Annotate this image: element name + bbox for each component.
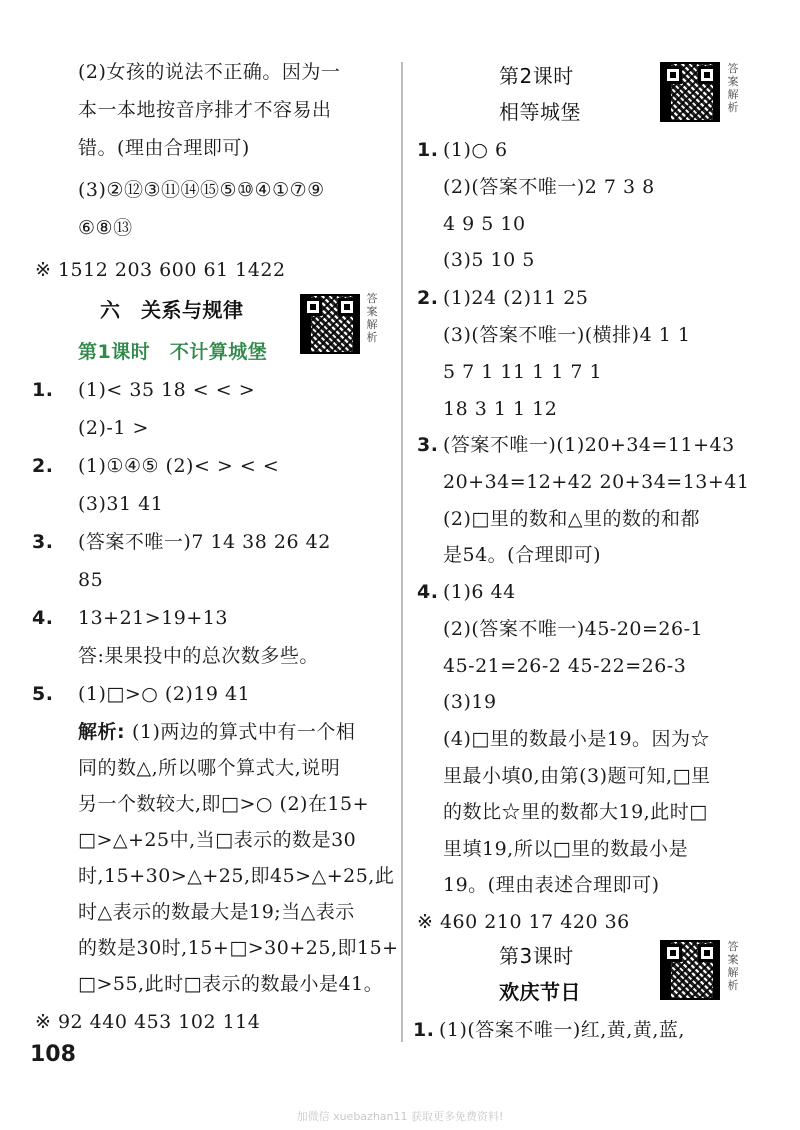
bonus-line: ※ 92 440 453 102 114 [35, 1011, 261, 1033]
lesson-title: 第3课时 [499, 944, 574, 968]
qr-code-icon [660, 940, 720, 1000]
lesson-name: 相等城堡 [499, 100, 581, 124]
answer-line: (3)31 41 [78, 493, 164, 515]
answer-line: (2)□里的数和△里的数的和都 [443, 508, 700, 530]
answer-line: ⑥⑧⑬ [78, 217, 133, 239]
answer-line: (3)5 10 5 [443, 249, 535, 271]
lesson-title: 第1课时 不计算城堡 [78, 341, 268, 363]
answer-line: 18 3 1 1 12 [443, 398, 558, 420]
answer-line: (3)(答案不唯一)(横排)4 1 1 [443, 324, 691, 346]
answer-line: (1)6 44 [443, 581, 516, 603]
answer-line: 20+34=12+42 20+34=13+41 [443, 471, 750, 493]
answer-line: 45-21=26-2 45-22=26-3 [443, 655, 687, 677]
answer-line: (1)< 35 18 < < > [78, 379, 256, 401]
question-number: 1. [417, 139, 439, 161]
analysis-line: 时△表示的数最大是19;当△表示 [78, 901, 355, 923]
answer-line: 是54。(合理即可) [443, 544, 602, 566]
qr-code-icon [660, 62, 720, 122]
analysis-line: □>△+25中,当□表示的数是30 [78, 829, 357, 851]
answer-line: (2)女孩的说法不正确。因为一 [78, 61, 341, 83]
answer-line: (2)-1 > [78, 417, 149, 439]
question-number: 5. [32, 683, 54, 705]
question-number: 4. [417, 581, 439, 603]
lesson-name: 欢庆节日 [499, 980, 581, 1004]
analysis-label: 解析: [78, 721, 126, 743]
analysis-line: 的数是30时,15+□>30+25,即15+ [78, 937, 399, 959]
answer-line: 5 7 1 11 1 1 7 1 [443, 361, 603, 383]
footer-watermark: 加微信 xuebazhan11 获取更多免费资料! [296, 1110, 504, 1123]
question-number: 2. [417, 287, 439, 309]
qr-label: 答案解析 [727, 940, 739, 992]
answer-line: 里填19,所以□里的数最小是 [443, 838, 689, 860]
qr-label: 答案解析 [366, 292, 378, 344]
answer-line: (1)○ 6 [443, 139, 508, 161]
answer-line: (2)(答案不唯一)2 7 3 8 [443, 176, 655, 198]
question-number: 4. [32, 607, 54, 629]
answer-line: (1)24 (2)11 25 [443, 287, 589, 309]
answer-line: (答案不唯一)(1)20+34=11+43 [443, 434, 735, 456]
answer-line: (3)②⑫③⑪⑭⑮⑤⑩④①⑦⑨ [78, 179, 325, 201]
column-divider [401, 62, 403, 1042]
question-number: 3. [417, 434, 439, 456]
analysis-line: 另一个数较大,即□>○ (2)在15+ [78, 793, 370, 815]
bonus-line: ※ 460 210 17 420 36 [417, 911, 630, 933]
answer-line: 本一本地按音序排才不容易出 [78, 99, 332, 121]
question-number: 3. [32, 531, 54, 553]
question-number: 1. [32, 379, 54, 401]
qr-label: 答案解析 [727, 62, 739, 114]
answer-line: 85 [78, 569, 104, 591]
unit-title: 六 关系与规律 [100, 298, 244, 322]
answer-line: (2)(答案不唯一)45-20=26-1 [443, 618, 704, 640]
answer-line: 的数比☆里的数都大19,此时□ [443, 801, 708, 823]
lesson-title: 第2课时 [499, 64, 574, 88]
answer-line: (1)□>○ (2)19 41 [78, 683, 251, 705]
analysis-line: 同的数△,所以哪个算式大,说明 [78, 757, 341, 779]
analysis-line: (1)两边的算式中有一个相 [132, 721, 356, 743]
answer-line: (3)19 [443, 691, 497, 713]
answer-line: 19。(理由表述合理即可) [443, 874, 660, 896]
answer-line: (1)①④⑤ (2)< > < < [78, 455, 280, 477]
question-number: 2. [32, 455, 54, 477]
answer-line: 13+21>19+13 [78, 607, 228, 629]
answer-line: (1)(答案不唯一)红,黄,黄,蓝, [439, 1019, 685, 1041]
answer-line: 4 9 5 10 [443, 213, 526, 235]
question-number: 1. [413, 1019, 435, 1041]
answer-line: (4)□里的数最小是19。因为☆ [443, 728, 711, 750]
page-number: 108 [30, 1042, 76, 1067]
analysis-line: □>55,此时□表示的数最小是41。 [78, 973, 384, 995]
bonus-line: ※ 1512 203 600 61 1422 [35, 259, 286, 281]
answer-line: 错。(理由合理即可) [78, 137, 250, 159]
qr-code-icon [300, 294, 360, 354]
answer-line: (答案不唯一)7 14 38 26 42 [78, 531, 331, 553]
answer-line: 里最小填0,由第(3)题可知,□里 [443, 765, 711, 787]
answer-line: 答:果果投中的总次数多些。 [78, 645, 319, 667]
analysis-line: 时,15+30>△+25,即45>△+25,此 [78, 865, 395, 887]
